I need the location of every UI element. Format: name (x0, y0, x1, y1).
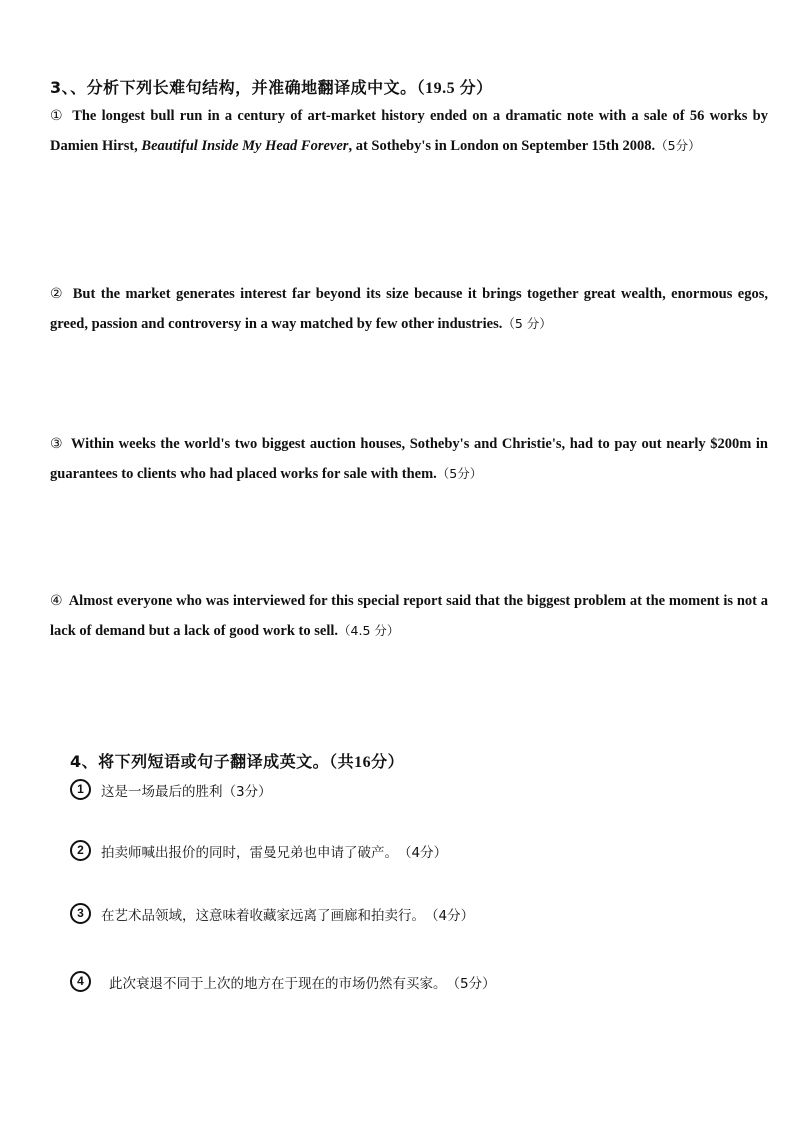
item-number: ③ (50, 436, 64, 452)
item-points: （5分） (436, 466, 483, 481)
section-3-item-1 (50, 102, 768, 161)
answer-space-4-4[interactable] (50, 1000, 768, 1120)
item-text: Within weeks the world's two biggest auction houses, Sotheby's and Christie's, had to pay out nearly $200m in guarantees to clients who had placed works for sale with them. (50, 436, 768, 482)
section-3-score: （19.5 分） (416, 80, 493, 97)
item-points: （5分） (446, 975, 496, 992)
answer-space-3-2[interactable] (50, 340, 768, 430)
item-number: ① (50, 108, 65, 124)
item-points: （4分） (425, 907, 475, 924)
section-4-title: 4、将下列短语或句子翻译成英文。 (70, 752, 330, 771)
section-4-item-1 (70, 779, 272, 800)
item-points: （5分） (655, 138, 701, 153)
section-3-item-2 (50, 280, 768, 339)
item-number: ④ (50, 593, 63, 609)
section-3-heading (50, 75, 493, 98)
answer-space-3-3[interactable] (50, 490, 768, 585)
section-4-item-2 (70, 840, 447, 861)
artwork-title: Beautiful Inside My Head Forever (141, 138, 349, 154)
section-4-heading (70, 749, 404, 772)
item-number: 4 (70, 971, 91, 992)
section-4-score: （共16分） (329, 754, 405, 771)
item-points: （5 分） (502, 316, 552, 331)
item-number: 1 (70, 779, 91, 800)
item-text: But the market generates interest far beyond its size because it brings together great wealth, enormous egos, greed, passion and controversy in a way matched by few other industries. (50, 286, 768, 332)
item-number: ② (50, 286, 65, 302)
item-text: The longest bull run in a century of art-market history ended on a dramatic note with a sale of 56 works by Damien Hirst, (50, 108, 768, 154)
item-points: （3分） (222, 783, 272, 800)
item-text-continued: , at Sotheby's in London on September 15th 2008. (348, 138, 656, 154)
section-3-title: 3、、分析下列长难句结构，并准确地翻译成中文。 (50, 78, 417, 97)
item-text: 拍卖师喊出报价的同时，雷曼兄弟也申请了破产。 (101, 844, 398, 861)
item-number: 3 (70, 903, 91, 924)
answer-space-3-4[interactable] (50, 645, 768, 740)
item-text: 在艺术品领域，这意味着收藏家远离了画廊和拍卖行。 (101, 907, 425, 924)
item-points: （4分） (398, 844, 448, 861)
section-3-item-3 (50, 430, 768, 489)
answer-space-4-1[interactable] (50, 805, 768, 835)
section-4-item-3 (70, 903, 474, 924)
answer-space-3-1[interactable] (50, 165, 768, 275)
item-text: Almost everyone who was interviewed for this special report said that the biggest problem at the moment is not a lack of demand but a lack of good work to sell. (50, 593, 768, 639)
item-points: （4.5 分） (338, 623, 400, 638)
section-3-item-4 (50, 587, 768, 646)
answer-space-4-3[interactable] (50, 929, 768, 964)
item-text: 此次衰退不同于上次的地方在于现在的市场仍然有买家。 (109, 975, 447, 992)
item-number: 2 (70, 840, 91, 861)
item-text: 这是一场最后的胜利 (101, 783, 223, 800)
section-4-item-4 (70, 971, 496, 992)
answer-space-4-2[interactable] (50, 866, 768, 901)
